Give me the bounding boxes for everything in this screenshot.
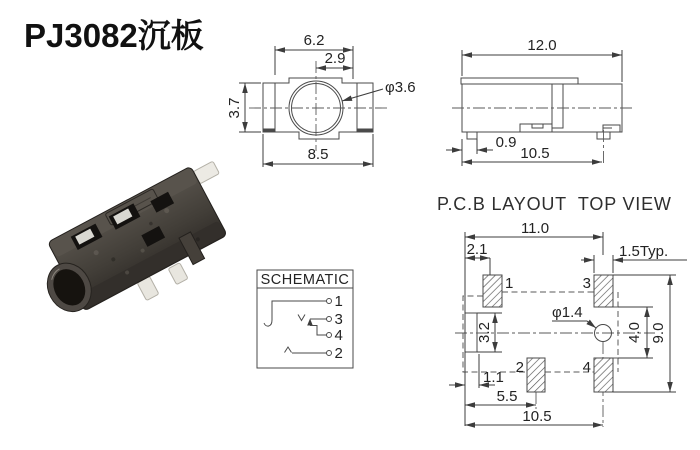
dim-pad2-offset: 5.5 [496, 388, 518, 405]
dim-pad1-offset: 2.1 [466, 241, 488, 258]
page-title: PJ3082沉板 [24, 17, 204, 54]
connector-photo [25, 140, 250, 340]
dim-height: 3.7 [226, 97, 243, 119]
terminal [327, 351, 332, 356]
pad-label-1: 1 [505, 275, 514, 292]
pcb-footprint [455, 275, 655, 427]
pad-label-2: 2 [515, 359, 524, 376]
dim-row-gap: 4.0 [626, 322, 643, 343]
pin-label: 3 [334, 311, 343, 328]
switch-arrow [307, 319, 313, 326]
pin-label: 1 [334, 293, 343, 310]
connector-body-3d [27, 156, 250, 340]
spring-contact-symbol [285, 347, 292, 353]
pin-label: 4 [334, 327, 343, 344]
front-view-body [249, 61, 387, 151]
dim-overall-width: 11.0 [520, 222, 550, 237]
front-view-drawing [225, 15, 445, 175]
foot [467, 132, 477, 139]
dim-overall-height: 9.0 [650, 322, 667, 344]
pin-label: 2 [334, 345, 343, 362]
dim-bottom-width: 8.5 [307, 146, 329, 163]
pcb-layout-drawing [435, 222, 700, 450]
front-view-dimensions [226, 32, 416, 167]
schematic-title: SCHEMATIC [260, 272, 350, 288]
schematic-diagram [252, 262, 364, 372]
dim-pin-span: 10.5 [520, 145, 550, 162]
pcb-dimensions [449, 222, 687, 426]
dim-pad-width: 1.5Typ. [619, 243, 669, 260]
schematic-wiring [264, 293, 343, 362]
side-view-drawing [440, 30, 700, 170]
dim-notch-height: 3.2 [476, 322, 493, 343]
smd-pad [357, 129, 373, 133]
pad-2 [527, 358, 545, 392]
dim-foot-offset: 0.9 [495, 134, 517, 151]
terminal [327, 333, 332, 338]
switch-contact-symbol [298, 315, 305, 321]
pad-3 [594, 275, 613, 307]
solder-pin [168, 263, 188, 285]
dim-hole-diameter: φ1.4 [552, 304, 583, 321]
pad-label-3: 3 [582, 275, 591, 292]
side-view-dimensions [446, 37, 622, 166]
dim-center-offset: 2.9 [324, 50, 346, 67]
dim-top-width: 6.2 [303, 32, 325, 49]
terminal [327, 317, 332, 322]
dim-pad-span: 10.5 [522, 408, 552, 425]
smd-pad [263, 129, 275, 133]
side-view-body [452, 78, 632, 139]
dim-hole-diameter: φ3.6 [385, 79, 416, 96]
pad-label-4: 4 [582, 359, 591, 376]
pad-4 [594, 358, 613, 392]
dim-notch-offset: 1.1 [483, 369, 504, 386]
pcb-layout-title: P.C.B LAYOUT TOP VIEW [437, 194, 672, 214]
dim-total-width: 12.0 [527, 37, 557, 54]
pad-1 [483, 275, 502, 307]
terminal [327, 299, 332, 304]
